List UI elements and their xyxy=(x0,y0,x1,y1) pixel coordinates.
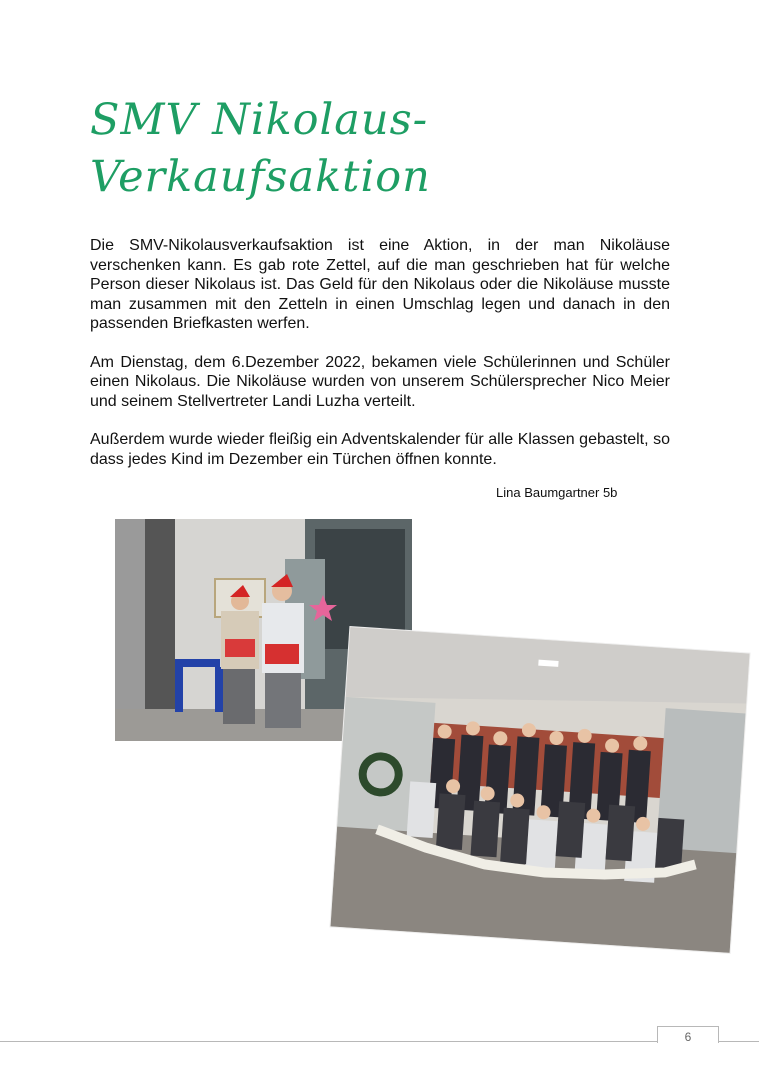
photo-group-advent-calendar xyxy=(330,627,749,953)
title-line-1: SMV Nikolaus- xyxy=(90,95,429,145)
article-body xyxy=(90,236,670,488)
paragraph-2: Am Dienstag, dem 6.Dezember 2022, bekamen viele Schülerinnen und Schüler einen Nikolaus. Die Nikoläuse wurden von unserem Schülersprecher Nico Meier und seinem Stellvertreter Landi Luzha verteilt. xyxy=(90,353,670,410)
paragraph-1: Die SMV-Nikolausverkaufsaktion ist eine Aktion, in der man Nikoläuse verschenken kann. Es gab rote Zettel, auf die man geschrieben hat für welche Person dieser Nikolaus ist. Das Geld für den Nikolaus oder die Nikoläuse musste man zusammen mit den Zetteln in einen Umschlag legen und danach in den passenden Briefkasten werfen. xyxy=(90,237,670,332)
footer-line xyxy=(0,1041,759,1042)
page-number: 6 xyxy=(657,1026,719,1043)
page-title xyxy=(90,92,650,206)
paragraph-3: Außerdem wurde wieder fleißig ein Adventskalender für alle Klassen gebastelt, so dass jedes Kind im Dezember ein Türchen öffnen konnte. xyxy=(90,431,670,468)
author-credit: Lina Baumgartner 5b xyxy=(496,485,618,500)
title-line-2: Verkaufsaktion xyxy=(90,152,431,202)
